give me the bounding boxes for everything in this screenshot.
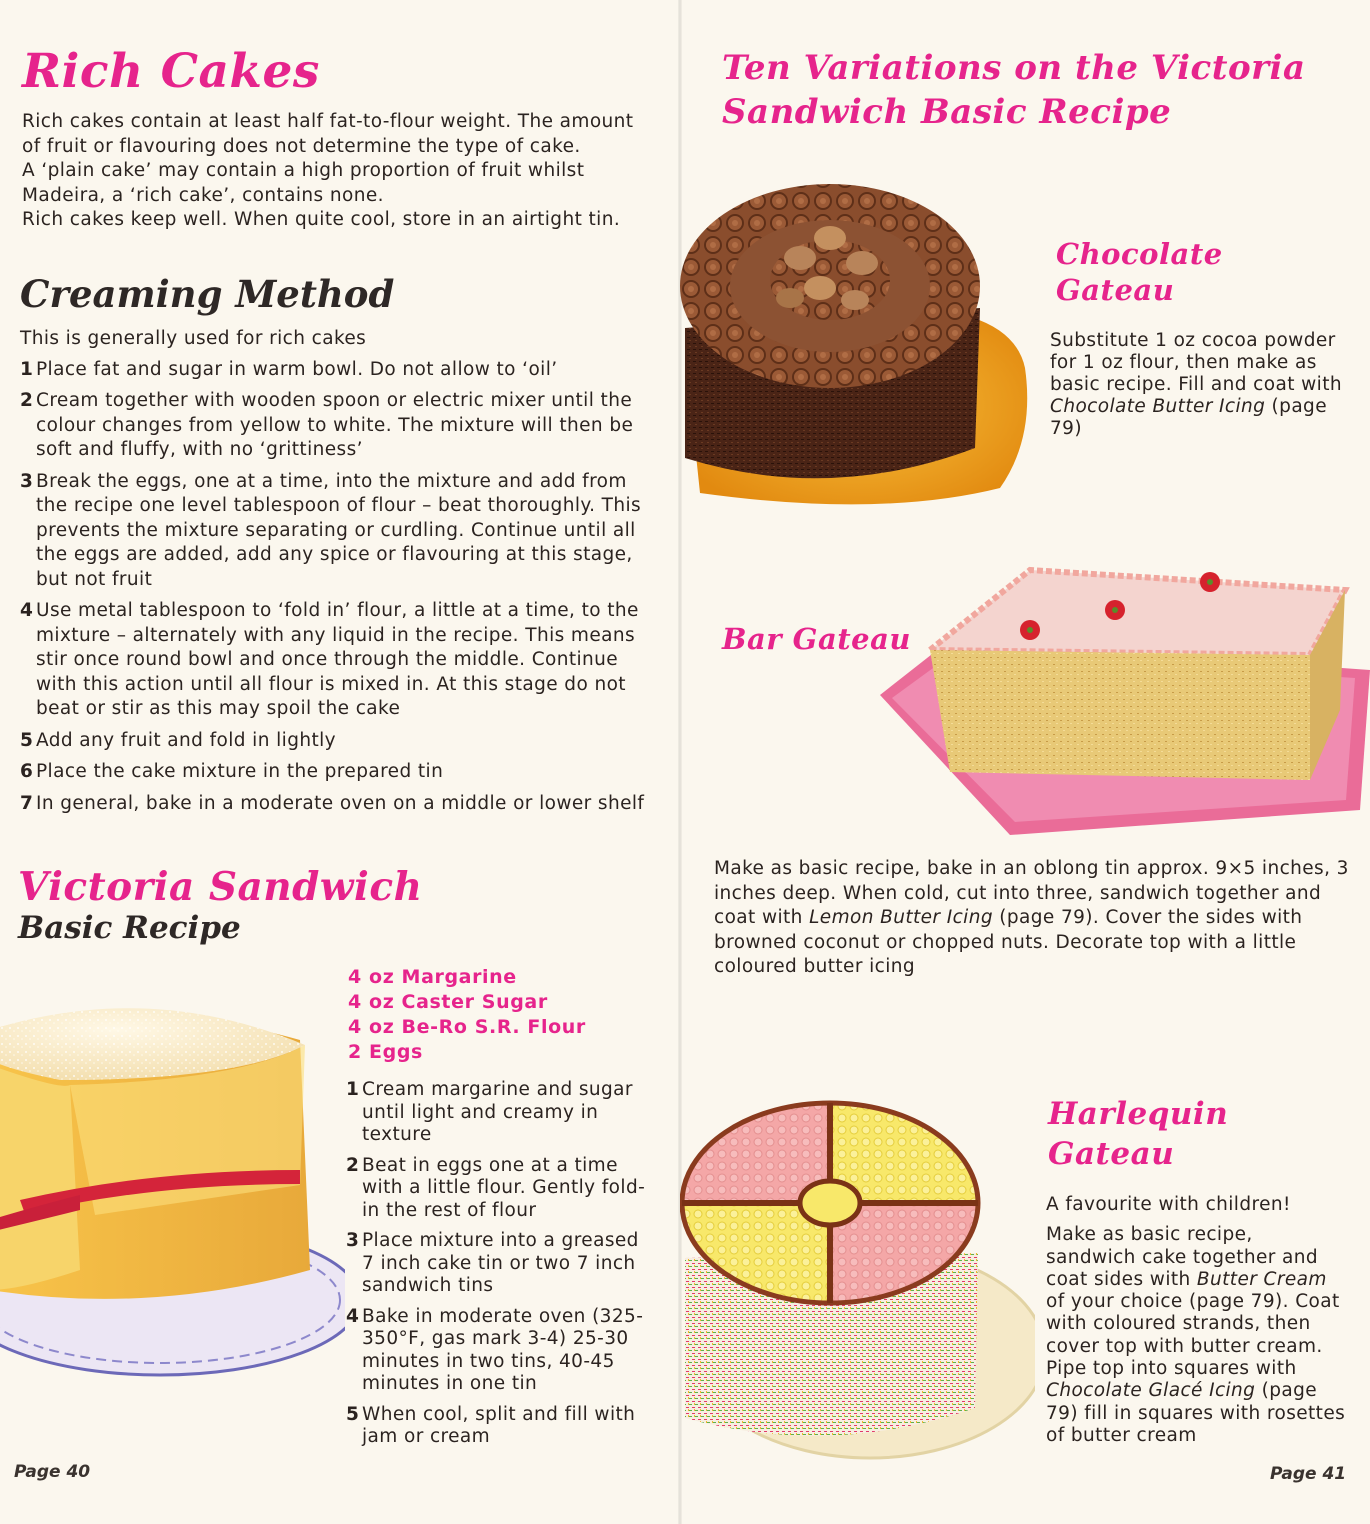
victoria-sandwich-subtitle: Basic Recipe xyxy=(18,910,241,946)
ingredient-item: 4 oz Be-Ro S.R. Flour xyxy=(348,1016,586,1038)
chocolate-butter-icing-ref: Chocolate Butter Icing xyxy=(1050,396,1266,417)
bar-gateau-text-part: (page 79). Cover the sides with browned coconut or chopped nuts. Decorate top with a little coloured butter icing xyxy=(714,907,1303,977)
variations-title-line: Ten Variations on the Victoria xyxy=(722,48,1306,88)
harlequin-gateau-title-line: Harlequin xyxy=(1048,1096,1229,1132)
chocolate-gateau-text xyxy=(1050,330,1350,440)
butter-cream-ref: Butter Cream xyxy=(1196,1268,1327,1290)
right-page xyxy=(680,0,1370,1524)
step-text: Beat in eggs one at a time with a little flour. Gently fold-in the rest of flour xyxy=(362,1154,646,1221)
creaming-step xyxy=(20,599,660,722)
harlequin-intro: A favourite with children! xyxy=(1046,1194,1291,1215)
harlequin-gateau-image xyxy=(680,1088,1035,1468)
step-number: 1 xyxy=(20,358,34,380)
harlequin-gateau-title xyxy=(1048,1094,1228,1174)
creaming-step xyxy=(20,389,660,463)
ingredient-item: 2 Eggs xyxy=(348,1041,423,1063)
step-text: Place the cake mixture in the prepared tin xyxy=(36,761,444,782)
step-number: 5 xyxy=(346,1403,360,1425)
rich-cakes-line: Rich cakes contain at least half fat-to-flour weight. The amount xyxy=(22,111,634,132)
step-text: Cream together with wooden spoon or electric mixer until the colour changes from yellow to white. The mixture will then be soft and fluffy, with no ‘grittiness’ xyxy=(36,390,634,460)
victoria-sandwich-title: Victoria Sandwich xyxy=(18,864,423,910)
step-text: Break the eggs, one at a time, into the mixture and add from the recipe one level tablespoon of flour – beat thoroughly. This prevents the mixture separating or curdling. Continue until all the eggs are added, add any spice or flavouring at this stage, but not fruit xyxy=(36,470,642,590)
victoria-step xyxy=(346,1079,656,1147)
rich-cakes-title: Rich Cakes xyxy=(22,44,320,99)
lemon-butter-icing-ref: Lemon Butter Icing xyxy=(809,907,993,928)
rich-cakes-line: Madeira, a ‘rich cake’, contains none. xyxy=(22,184,384,206)
creaming-step xyxy=(20,760,660,785)
left-page xyxy=(0,0,680,1524)
harlequin-text-part: Make as basic recipe, sandwich cake together and coat sides with xyxy=(1046,1224,1319,1290)
bar-gateau-text xyxy=(714,857,1354,980)
victoria-ingredients xyxy=(348,965,586,1065)
step-text: Place mixture into a greased 7 inch cake tin or two 7 inch sandwich tins xyxy=(362,1230,639,1296)
page-number-left: Page 40 xyxy=(14,1462,91,1482)
step-number: 2 xyxy=(20,390,34,411)
creaming-intro: This is generally used for rich cakes xyxy=(20,328,367,349)
harlequin-gateau-text xyxy=(1046,1194,1346,1447)
harlequin-text-part: of your choice (page 79). Coat with coloured strands, then cover top with butter cream. Pipe top into squares with xyxy=(1046,1291,1340,1380)
step-text: Add any fruit and fold in lightly xyxy=(36,729,337,751)
page-number-right: Page 41 xyxy=(1270,1464,1347,1484)
step-number: 4 xyxy=(20,600,34,621)
chocolate-gateau-text-part: Substitute 1 oz cocoa powder for 1 oz flour, then make as basic recipe. Fill and coat with xyxy=(1050,330,1342,395)
bar-gateau-text-part: Make as basic recipe, bake in an oblong tin approx. 9×5 inches, 3 inches deep. When cold, cut into three, sandwich together and coat with xyxy=(714,858,1349,928)
bar-gateau-title: Bar Gateau xyxy=(722,622,911,656)
victoria-steps-block xyxy=(346,1079,656,1457)
victoria-steps xyxy=(346,1079,656,1449)
victoria-step xyxy=(346,1155,656,1223)
step-number: 6 xyxy=(20,761,34,782)
step-number: 4 xyxy=(346,1305,360,1327)
ingredient-item: 4 oz Caster Sugar xyxy=(348,991,548,1013)
victoria-sponge-image xyxy=(0,970,345,1390)
chocolate-gateau-title-line: Chocolate xyxy=(1056,237,1223,271)
rich-cakes-line: A ‘plain cake’ may contain a high proportion of fruit whilst xyxy=(22,160,585,181)
step-text: Use metal tablespoon to ‘fold in’ flour, a little at a time, to the mixture – alternately with any liquid in the recipe. This means stir once round bowl and once through the middle. Continue with this action until all flour is mixed in. At this stage do not beat or stir as this may spoil the cake xyxy=(36,600,639,719)
creaming-steps xyxy=(20,358,660,817)
chocolate-gateau-title xyxy=(1056,236,1223,308)
step-number: 5 xyxy=(20,729,34,751)
victoria-step xyxy=(346,1230,656,1298)
ingredient-item: 4 oz Margarine xyxy=(348,966,517,988)
harlequin-gateau-title-line: Gateau xyxy=(1048,1136,1175,1172)
bar-gateau-image xyxy=(870,550,1370,840)
step-text: When cool, split and fill with jam or cream xyxy=(362,1403,636,1447)
step-number: 1 xyxy=(346,1079,360,1100)
victoria-step xyxy=(346,1404,656,1449)
step-number: 7 xyxy=(20,792,34,814)
victoria-step xyxy=(346,1306,656,1396)
rich-cakes-line: Rich cakes keep well. When quite cool, store in an airtight tin. xyxy=(22,209,621,230)
creaming-method-title: Creaming Method xyxy=(20,272,395,316)
step-number: 2 xyxy=(346,1154,360,1176)
step-number: 3 xyxy=(346,1230,360,1251)
step-number: 3 xyxy=(20,470,34,492)
step-text: Cream margarine and sugar until light and creamy in texture xyxy=(362,1079,633,1145)
chocolate-glace-icing-ref: Chocolate Glacé Icing xyxy=(1046,1380,1256,1402)
step-text: Bake in moderate oven (325-350°F, gas mark 3-4) 25-30 minutes in two tins, 40-45 minutes in one tin xyxy=(362,1305,644,1394)
step-text: Place fat and sugar in warm bowl. Do not allow to ‘oil’ xyxy=(36,358,558,380)
creaming-method-body xyxy=(20,327,660,823)
rich-cakes-line: of fruit or flavouring does not determine the type of cake. xyxy=(22,135,581,157)
creaming-step xyxy=(20,358,660,383)
chocolate-gateau-title-line: Gateau xyxy=(1056,273,1175,307)
harlequin-text-part: (page 79) fill in squares with rosettes of butter cream xyxy=(1046,1380,1346,1446)
creaming-step xyxy=(20,792,660,817)
creaming-step xyxy=(20,729,660,754)
step-text: In general, bake in a moderate oven on a middle or lower shelf xyxy=(36,792,645,814)
variations-title-line: Sandwich Basic Recipe xyxy=(722,92,1172,132)
rich-cakes-text xyxy=(22,110,672,233)
variations-title xyxy=(722,46,1306,134)
chocolate-gateau-image xyxy=(680,168,1040,528)
creaming-step xyxy=(20,470,660,593)
chocolate-gateau-text-part: (page 79) xyxy=(1050,396,1327,439)
harlequin-method xyxy=(1046,1224,1346,1447)
